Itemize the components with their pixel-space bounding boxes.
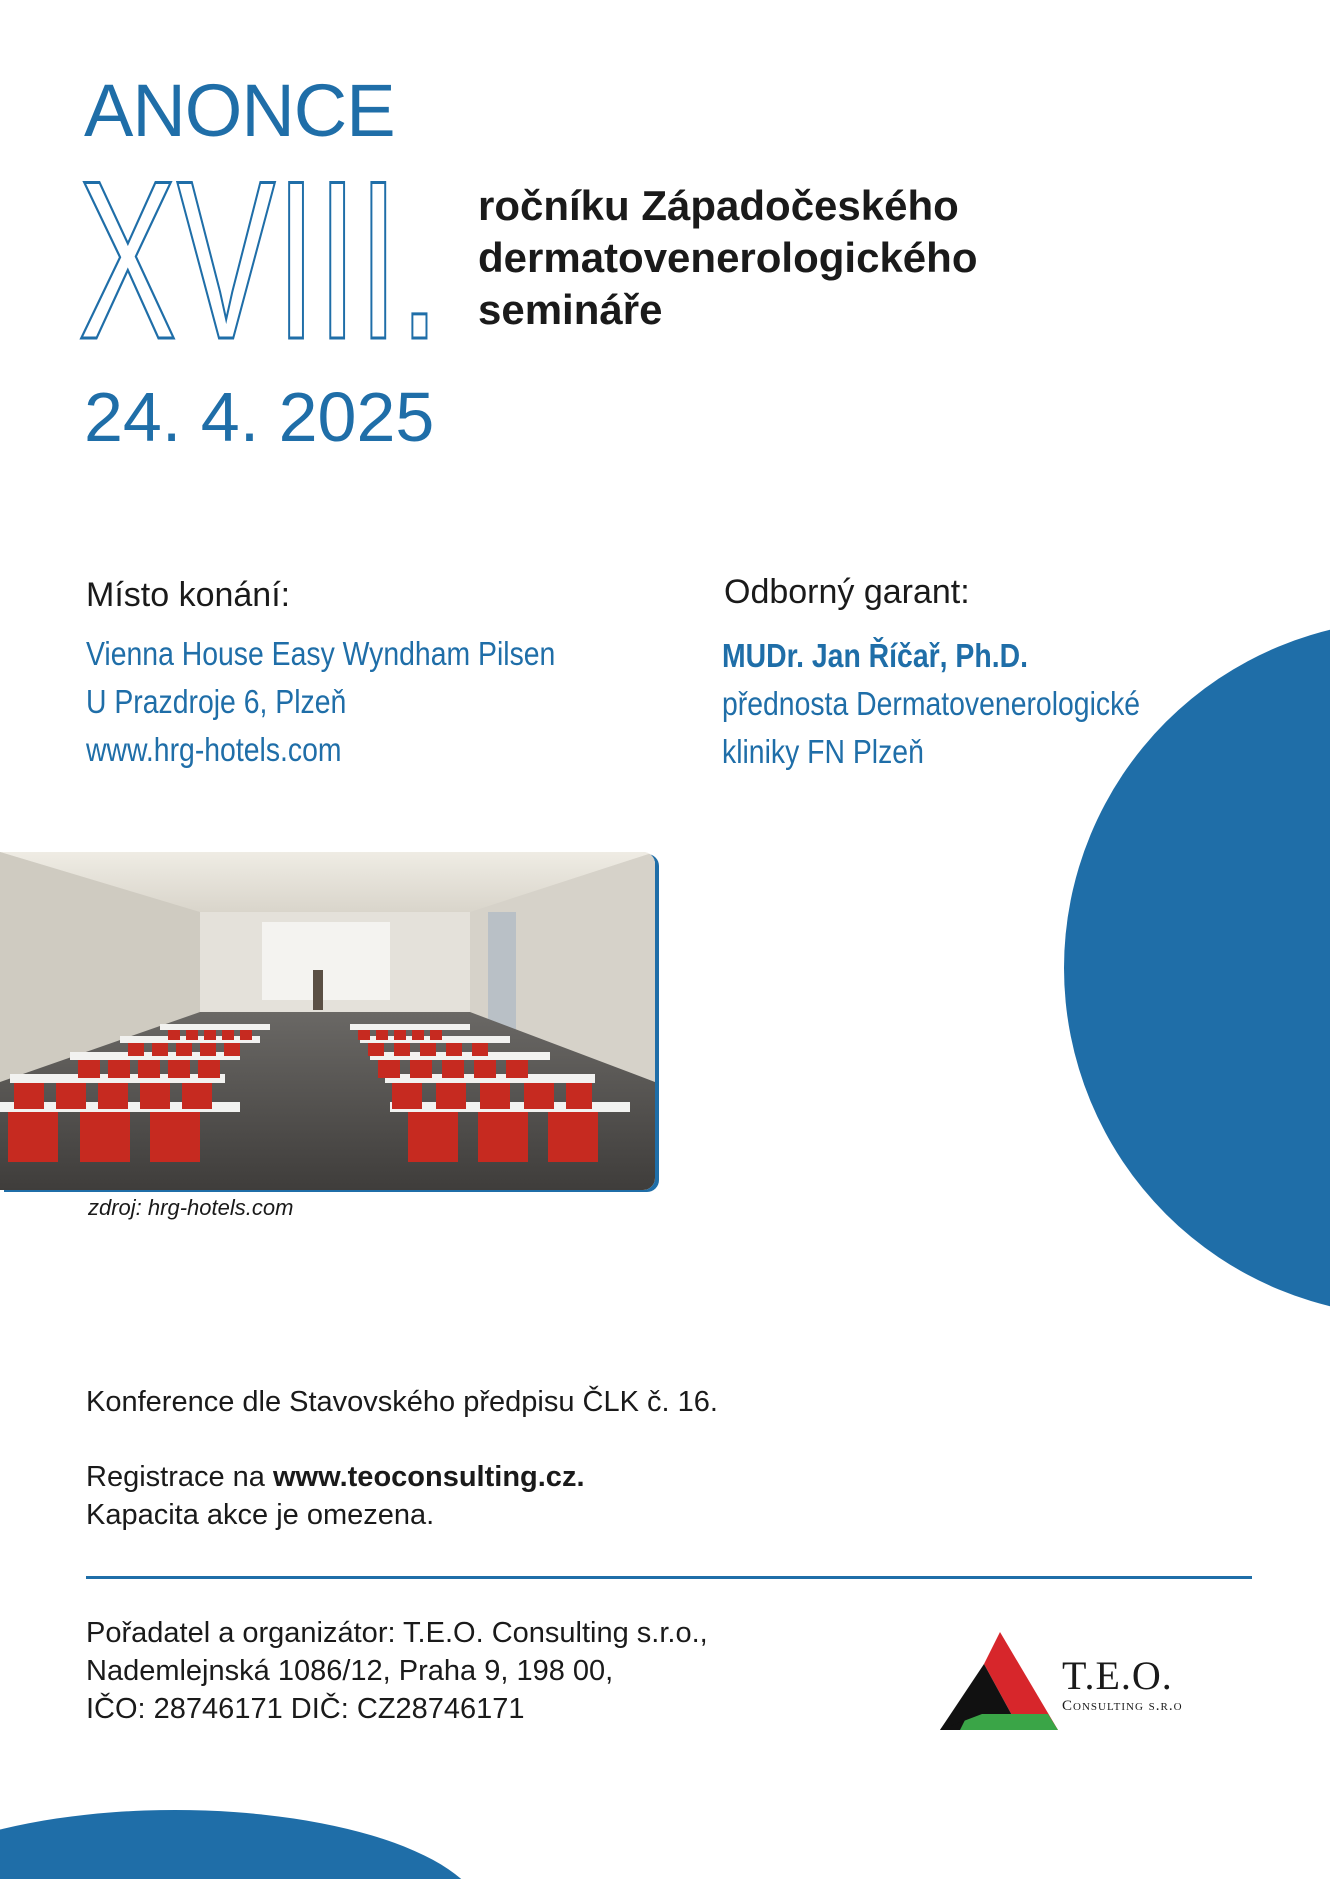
registration-link[interactable]: www.teoconsulting.cz. (273, 1461, 585, 1493)
conference-hall-photo (0, 852, 655, 1190)
photo-caption: zdroj: hrg-hotels.com (88, 1195, 294, 1220)
logo-subtitle: Consulting s.r.o (1062, 1698, 1183, 1714)
subtitle-line-2: dermatovenerologického (478, 234, 978, 281)
edition-numeral-svg (78, 168, 448, 350)
capacity-note: Kapacita akce je omezena. (86, 1499, 435, 1531)
subtitle-line-3: semináře (478, 286, 663, 333)
conference-note: Konference dle Stavovského předpisu ČLK č. 16. (86, 1386, 718, 1418)
event-date: 24. 4. 2025 (84, 378, 435, 456)
registration-line (86, 1458, 585, 1496)
conference-hall-illustration (0, 852, 655, 1190)
organizer-block (86, 1614, 708, 1728)
teo-logo-wordmark (1062, 1654, 1183, 1715)
garant-details (722, 632, 1140, 776)
bottom-arc-shape (0, 1810, 485, 1879)
teo-logo-icon (940, 1630, 1060, 1738)
organizer-line-2: Nademlejnská 1086/12, Praha 9, 198 00, (86, 1655, 614, 1687)
seminar-subtitle (478, 180, 977, 336)
garant-role-line-1: přednosta Dermatovenerologické (722, 685, 1141, 722)
venue-web-link[interactable]: www.hrg-hotels.com (86, 731, 342, 768)
edition-numeral-text: XVIII. (78, 168, 441, 350)
subtitle-line-1: ročníku Západočeského (478, 182, 959, 229)
venue-details (86, 630, 555, 774)
organizer-line-1: Pořadatel a organizátor: T.E.O. Consulting s.r.o., (86, 1617, 708, 1649)
registration-block (86, 1458, 585, 1534)
anonce-heading: ANONCE (84, 69, 395, 152)
garant-label: Odborný garant: (724, 573, 970, 611)
garant-role-line-2: kliniky FN Plzeň (722, 733, 924, 770)
garant-name: MUDr. Jan Říčař, Ph.D. (722, 637, 1028, 674)
organizer-line-3: IČO: 28746171 DIČ: CZ28746171 (86, 1693, 525, 1725)
registration-prefix: Registrace na (86, 1461, 273, 1493)
logo-name: T.E.O. (1062, 1653, 1173, 1698)
venue-label: Místo konání: (86, 576, 291, 614)
venue-address: U Prazdroje 6, Plzeň (86, 683, 347, 720)
venue-name: Vienna House Easy Wyndham Pilsen (86, 635, 556, 672)
section-divider (86, 1576, 1252, 1579)
edition-numeral (78, 168, 448, 350)
